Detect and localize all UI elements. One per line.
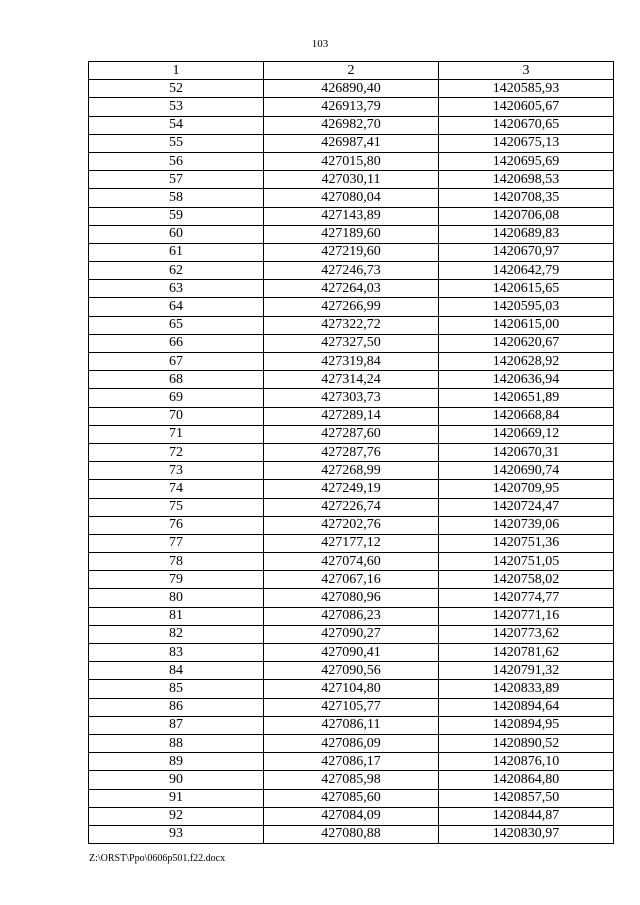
- point-number-cell: 87: [89, 716, 264, 734]
- point-number-cell: 82: [89, 625, 264, 643]
- point-number-cell: 64: [89, 298, 264, 316]
- column-header-3: 3: [439, 62, 614, 80]
- y-coordinate-cell: 1420791,32: [439, 662, 614, 680]
- table-row: [89, 152, 614, 170]
- point-number-cell: 71: [89, 425, 264, 443]
- point-number-cell: 85: [89, 680, 264, 698]
- x-coordinate-cell: 427264,03: [264, 280, 439, 298]
- x-coordinate-cell: 427287,60: [264, 425, 439, 443]
- point-number-cell: 60: [89, 225, 264, 243]
- point-number-cell: 69: [89, 389, 264, 407]
- y-coordinate-cell: 1420894,64: [439, 698, 614, 716]
- table-row: [89, 716, 614, 734]
- point-number-cell: 73: [89, 462, 264, 480]
- table-row: [89, 662, 614, 680]
- y-coordinate-cell: 1420605,67: [439, 98, 614, 116]
- y-coordinate-cell: 1420830,97: [439, 825, 614, 843]
- y-coordinate-cell: 1420695,69: [439, 152, 614, 170]
- table-row: [89, 116, 614, 134]
- x-coordinate-cell: 427303,73: [264, 389, 439, 407]
- table-row: [89, 571, 614, 589]
- point-number-cell: 58: [89, 189, 264, 207]
- x-coordinate-cell: 427289,14: [264, 407, 439, 425]
- table-body: [89, 80, 614, 844]
- x-coordinate-cell: 427104,80: [264, 680, 439, 698]
- table-row: [89, 553, 614, 571]
- y-coordinate-cell: 1420698,53: [439, 171, 614, 189]
- column-header-1: 1: [89, 62, 264, 80]
- y-coordinate-cell: 1420615,65: [439, 280, 614, 298]
- y-coordinate-cell: 1420690,74: [439, 462, 614, 480]
- table-row: [89, 498, 614, 516]
- x-coordinate-cell: 427086,09: [264, 734, 439, 752]
- x-coordinate-cell: 427015,80: [264, 152, 439, 170]
- y-coordinate-cell: 1420774,77: [439, 589, 614, 607]
- point-number-cell: 91: [89, 789, 264, 807]
- x-coordinate-cell: 427266,99: [264, 298, 439, 316]
- point-number-cell: 77: [89, 534, 264, 552]
- y-coordinate-cell: 1420751,36: [439, 534, 614, 552]
- table-row: [89, 516, 614, 534]
- y-coordinate-cell: 1420675,13: [439, 134, 614, 152]
- table-row: [89, 298, 614, 316]
- y-coordinate-cell: 1420771,16: [439, 607, 614, 625]
- table-row: [89, 644, 614, 662]
- point-number-cell: 62: [89, 262, 264, 280]
- x-coordinate-cell: 427249,19: [264, 480, 439, 498]
- point-number-cell: 70: [89, 407, 264, 425]
- table-row: [89, 443, 614, 461]
- point-number-cell: 66: [89, 334, 264, 352]
- table-row: [89, 534, 614, 552]
- y-coordinate-cell: 1420724,47: [439, 498, 614, 516]
- point-number-cell: 67: [89, 353, 264, 371]
- x-coordinate-cell: 427080,96: [264, 589, 439, 607]
- point-number-cell: 59: [89, 207, 264, 225]
- y-coordinate-cell: 1420636,94: [439, 371, 614, 389]
- x-coordinate-cell: 427268,99: [264, 462, 439, 480]
- table-row: [89, 807, 614, 825]
- table-row: [89, 425, 614, 443]
- x-coordinate-cell: 426982,70: [264, 116, 439, 134]
- table-row: [89, 734, 614, 752]
- table-row: [89, 389, 614, 407]
- y-coordinate-cell: 1420833,89: [439, 680, 614, 698]
- y-coordinate-cell: 1420708,35: [439, 189, 614, 207]
- table-row: [89, 189, 614, 207]
- coordinates-table: [88, 61, 614, 844]
- x-coordinate-cell: 427327,50: [264, 334, 439, 352]
- x-coordinate-cell: 427189,60: [264, 225, 439, 243]
- point-number-cell: 79: [89, 571, 264, 589]
- table-row: [89, 771, 614, 789]
- y-coordinate-cell: 1420615,00: [439, 316, 614, 334]
- point-number-cell: 54: [89, 116, 264, 134]
- table-row: [89, 462, 614, 480]
- y-coordinate-cell: 1420689,83: [439, 225, 614, 243]
- y-coordinate-cell: 1420628,92: [439, 353, 614, 371]
- y-coordinate-cell: 1420857,50: [439, 789, 614, 807]
- point-number-cell: 61: [89, 243, 264, 261]
- x-coordinate-cell: 427105,77: [264, 698, 439, 716]
- x-coordinate-cell: 427086,17: [264, 753, 439, 771]
- y-coordinate-cell: 1420773,62: [439, 625, 614, 643]
- table-row: [89, 225, 614, 243]
- x-coordinate-cell: 427090,41: [264, 644, 439, 662]
- x-coordinate-cell: 427090,27: [264, 625, 439, 643]
- table-row: [89, 243, 614, 261]
- table-row: [89, 625, 614, 643]
- table-row: [89, 262, 614, 280]
- point-number-cell: 75: [89, 498, 264, 516]
- x-coordinate-cell: 427219,60: [264, 243, 439, 261]
- x-coordinate-cell: 427226,74: [264, 498, 439, 516]
- x-coordinate-cell: 427084,09: [264, 807, 439, 825]
- column-header-2: 2: [264, 62, 439, 80]
- point-number-cell: 84: [89, 662, 264, 680]
- point-number-cell: 81: [89, 607, 264, 625]
- table-row: [89, 334, 614, 352]
- x-coordinate-cell: 427074,60: [264, 553, 439, 571]
- table-row: [89, 825, 614, 843]
- point-number-cell: 86: [89, 698, 264, 716]
- page-number: 103: [311, 38, 329, 50]
- x-coordinate-cell: 427085,60: [264, 789, 439, 807]
- point-number-cell: 92: [89, 807, 264, 825]
- footer-file-path: Z:\ORST\Ppo\0606p501.f22.docx: [89, 853, 226, 864]
- x-coordinate-cell: 427090,56: [264, 662, 439, 680]
- x-coordinate-cell: 427319,84: [264, 353, 439, 371]
- point-number-cell: 68: [89, 371, 264, 389]
- y-coordinate-cell: 1420670,97: [439, 243, 614, 261]
- point-number-cell: 76: [89, 516, 264, 534]
- x-coordinate-cell: 427030,11: [264, 171, 439, 189]
- y-coordinate-cell: 1420876,10: [439, 753, 614, 771]
- table-row: [89, 134, 614, 152]
- table-row: [89, 607, 614, 625]
- y-coordinate-cell: 1420670,65: [439, 116, 614, 134]
- table-row: [89, 171, 614, 189]
- point-number-cell: 80: [89, 589, 264, 607]
- y-coordinate-cell: 1420864,80: [439, 771, 614, 789]
- x-coordinate-cell: 427202,76: [264, 516, 439, 534]
- point-number-cell: 89: [89, 753, 264, 771]
- x-coordinate-cell: 427067,16: [264, 571, 439, 589]
- point-number-cell: 72: [89, 443, 264, 461]
- x-coordinate-cell: 426987,41: [264, 134, 439, 152]
- table-row: [89, 698, 614, 716]
- x-coordinate-cell: 426913,79: [264, 98, 439, 116]
- y-coordinate-cell: 1420894,95: [439, 716, 614, 734]
- table-row: [89, 207, 614, 225]
- y-coordinate-cell: 1420844,87: [439, 807, 614, 825]
- table-row: [89, 280, 614, 298]
- table-row: [89, 480, 614, 498]
- y-coordinate-cell: 1420669,12: [439, 425, 614, 443]
- point-number-cell: 93: [89, 825, 264, 843]
- x-coordinate-cell: 427143,89: [264, 207, 439, 225]
- y-coordinate-cell: 1420739,06: [439, 516, 614, 534]
- table-row: [89, 407, 614, 425]
- x-coordinate-cell: 427322,72: [264, 316, 439, 334]
- y-coordinate-cell: 1420642,79: [439, 262, 614, 280]
- table-row: [89, 316, 614, 334]
- table-row: [89, 680, 614, 698]
- x-coordinate-cell: 426890,40: [264, 80, 439, 98]
- table-row: [89, 80, 614, 98]
- y-coordinate-cell: 1420668,84: [439, 407, 614, 425]
- table-row: [89, 789, 614, 807]
- table-header-row: [89, 62, 614, 80]
- point-number-cell: 83: [89, 644, 264, 662]
- x-coordinate-cell: 427086,23: [264, 607, 439, 625]
- x-coordinate-cell: 427080,04: [264, 189, 439, 207]
- point-number-cell: 55: [89, 134, 264, 152]
- y-coordinate-cell: 1420758,02: [439, 571, 614, 589]
- x-coordinate-cell: 427314,24: [264, 371, 439, 389]
- table-row: [89, 371, 614, 389]
- y-coordinate-cell: 1420706,08: [439, 207, 614, 225]
- y-coordinate-cell: 1420595,03: [439, 298, 614, 316]
- table-row: [89, 98, 614, 116]
- table-row: [89, 589, 614, 607]
- point-number-cell: 90: [89, 771, 264, 789]
- x-coordinate-cell: 427287,76: [264, 443, 439, 461]
- x-coordinate-cell: 427246,73: [264, 262, 439, 280]
- point-number-cell: 56: [89, 152, 264, 170]
- y-coordinate-cell: 1420781,62: [439, 644, 614, 662]
- y-coordinate-cell: 1420670,31: [439, 443, 614, 461]
- point-number-cell: 52: [89, 80, 264, 98]
- point-number-cell: 57: [89, 171, 264, 189]
- y-coordinate-cell: 1420620,67: [439, 334, 614, 352]
- y-coordinate-cell: 1420890,52: [439, 734, 614, 752]
- y-coordinate-cell: 1420709,95: [439, 480, 614, 498]
- y-coordinate-cell: 1420585,93: [439, 80, 614, 98]
- point-number-cell: 65: [89, 316, 264, 334]
- table-row: [89, 353, 614, 371]
- point-number-cell: 74: [89, 480, 264, 498]
- point-number-cell: 78: [89, 553, 264, 571]
- x-coordinate-cell: 427177,12: [264, 534, 439, 552]
- table-row: [89, 753, 614, 771]
- x-coordinate-cell: 427085,98: [264, 771, 439, 789]
- y-coordinate-cell: 1420751,05: [439, 553, 614, 571]
- point-number-cell: 88: [89, 734, 264, 752]
- x-coordinate-cell: 427080,88: [264, 825, 439, 843]
- point-number-cell: 63: [89, 280, 264, 298]
- point-number-cell: 53: [89, 98, 264, 116]
- y-coordinate-cell: 1420651,89: [439, 389, 614, 407]
- x-coordinate-cell: 427086,11: [264, 716, 439, 734]
